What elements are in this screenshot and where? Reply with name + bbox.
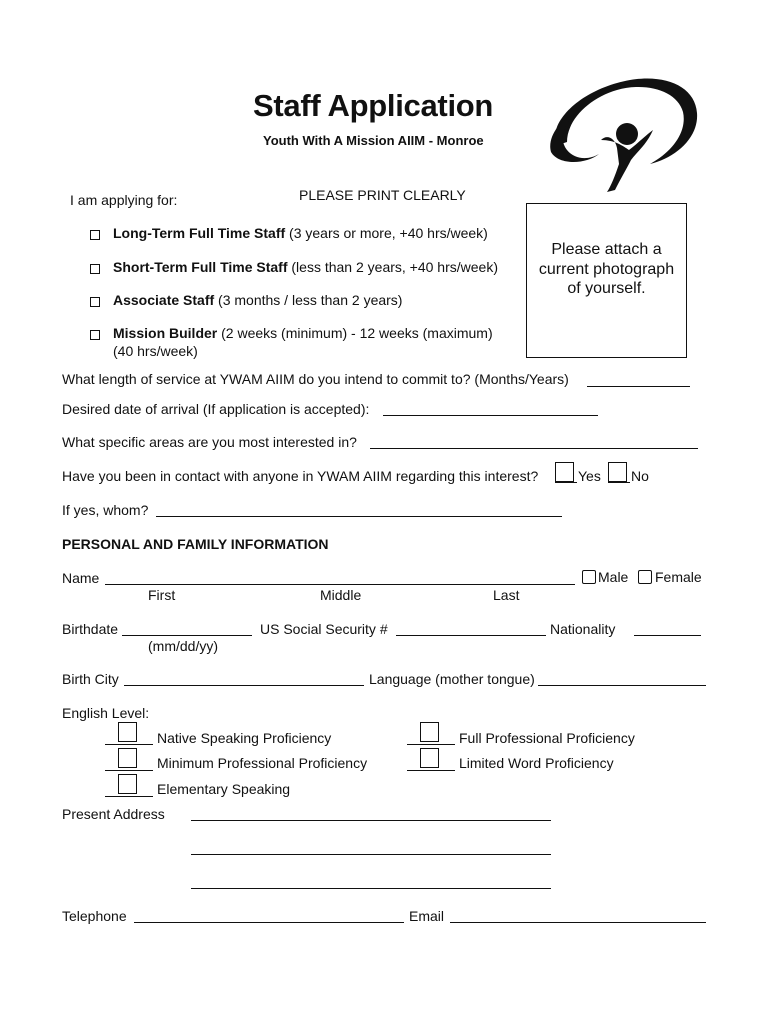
male-checkbox[interactable] (582, 570, 596, 584)
native-checkbox[interactable] (118, 722, 137, 742)
page-title: Staff Application (253, 88, 494, 123)
native-line (105, 744, 153, 745)
limited-line (407, 770, 455, 771)
print-clearly-note: PLEASE PRINT CLEARLY (299, 187, 466, 203)
ssn-field[interactable] (396, 635, 546, 636)
present-address-label: Present Address (62, 806, 165, 822)
telephone-field[interactable] (134, 922, 404, 923)
email-field[interactable] (450, 922, 706, 923)
male-label: Male (598, 569, 629, 585)
female-checkbox[interactable] (638, 570, 652, 584)
telephone-label: Telephone (62, 908, 127, 924)
ssn-label: US Social Security # (260, 621, 388, 637)
address-line-3[interactable] (191, 888, 551, 889)
contact-yes-checkbox[interactable] (555, 462, 574, 482)
birth-city-field[interactable] (124, 685, 364, 686)
elementary-checkbox[interactable] (118, 774, 137, 794)
contact-no-checkbox[interactable] (608, 462, 627, 482)
language-field[interactable] (538, 685, 706, 686)
ywam-logo-icon (545, 68, 705, 196)
short-term-checkbox[interactable] (90, 264, 100, 274)
birthdate-label: Birthdate (62, 621, 119, 637)
applying-for-label: I am applying for: (70, 192, 178, 208)
address-line-1[interactable] (191, 820, 551, 821)
option-mission-builder: Mission Builder (2 weeks (minimum) - 12 weeks (maximum) (113, 325, 493, 341)
name-middle-caption: Middle (320, 587, 362, 603)
full-prof-label: Full Professional Proficiency (459, 730, 635, 746)
option-mission-builder-hours: (40 hrs/week) (113, 343, 198, 359)
address-line-2[interactable] (191, 854, 551, 855)
nationality-label: Nationality (550, 621, 616, 637)
birthdate-format: (mm/dd/yy) (148, 638, 218, 654)
min-prof-line (105, 770, 153, 771)
email-label: Email (409, 908, 445, 924)
elementary-label: Elementary Speaking (157, 781, 291, 797)
contact-yes-label: Yes (578, 468, 601, 484)
length-of-service-field[interactable] (587, 386, 690, 387)
elementary-line (105, 796, 153, 797)
long-term-checkbox[interactable] (90, 230, 100, 240)
mission-builder-checkbox[interactable] (90, 330, 100, 340)
birthdate-field[interactable] (122, 635, 252, 636)
full-prof-line (407, 744, 455, 745)
length-of-service-label: What length of service at YWAM AIIM do you intend to commit to? (Months/Years) (62, 371, 569, 387)
associate-checkbox[interactable] (90, 297, 100, 307)
name-last-caption: Last (493, 587, 520, 603)
photo-box[interactable] (526, 203, 687, 358)
areas-interest-label: What specific areas are you most interested in? (62, 434, 357, 450)
option-short-term: Short-Term Full Time Staff (less than 2 years, +40 hrs/week) (113, 259, 498, 275)
name-first-caption: First (148, 587, 176, 603)
whom-label: If yes, whom? (62, 502, 149, 518)
arrival-date-field[interactable] (383, 415, 598, 416)
photo-instruction: Please attach a current photograph of yourself. (538, 241, 675, 297)
full-prof-checkbox[interactable] (420, 722, 439, 742)
english-level-label: English Level: (62, 705, 150, 721)
whom-field[interactable] (156, 516, 562, 517)
min-prof-label: Minimum Professional Proficiency (157, 755, 368, 771)
contact-yes-line (555, 482, 577, 483)
limited-label: Limited Word Proficiency (459, 755, 614, 771)
page-subtitle: Youth With A Mission AIIM - Monroe (263, 133, 484, 148)
contact-question: Have you been in contact with anyone in YWAM AIIM regarding this interest? (62, 468, 539, 484)
areas-interest-field[interactable] (370, 448, 698, 449)
limited-checkbox[interactable] (420, 748, 439, 768)
min-prof-checkbox[interactable] (118, 748, 137, 768)
contact-no-label: No (631, 468, 649, 484)
arrival-date-label: Desired date of arrival (If application is accepted): (62, 401, 370, 417)
nationality-field[interactable] (634, 635, 701, 636)
personal-heading: PERSONAL AND FAMILY INFORMATION (62, 536, 329, 552)
native-label: Native Speaking Proficiency (157, 730, 332, 746)
option-associate: Associate Staff (3 months / less than 2 years) (113, 292, 403, 308)
option-long-term: Long-Term Full Time Staff (3 years or more, +40 hrs/week) (113, 225, 488, 241)
female-label: Female (655, 569, 702, 585)
birth-city-label: Birth City (62, 671, 119, 687)
contact-no-line (608, 482, 630, 483)
name-label: Name (62, 570, 100, 586)
name-field[interactable] (105, 584, 575, 585)
language-label: Language (mother tongue) (369, 671, 535, 687)
